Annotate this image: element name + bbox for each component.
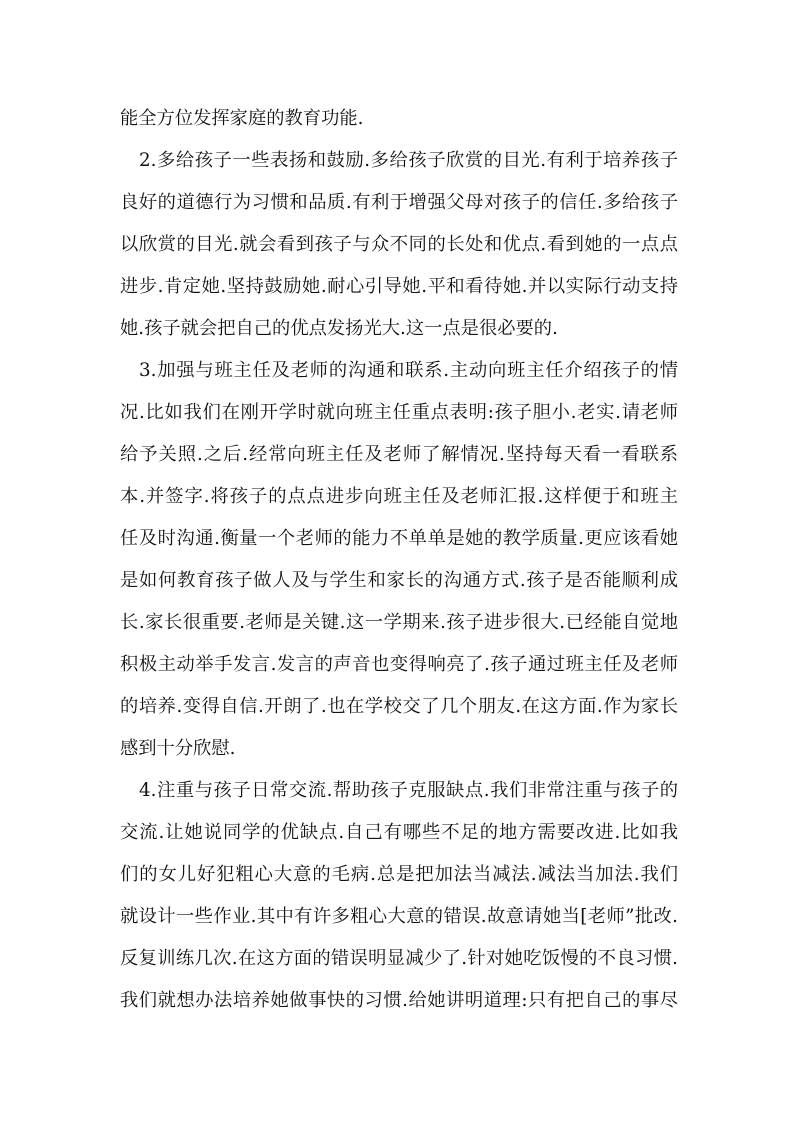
text-line: 反复训练几次.在这方面的错误明显减少了.针对她吃饭慢的不良习惯. xyxy=(120,948,678,969)
text-line: 我们就想办法培养她做事快的习惯.给她讲明道理:只有把自己的事尽 xyxy=(120,990,678,1011)
text-line: 本.并签字.将孩子的点点进步向班主任及老师汇报.这样便于和班主 xyxy=(120,486,678,507)
text-line: 积极主动举手发言.发言的声音也变得响亮了.孩子通过班主任及老师 xyxy=(120,654,678,675)
text-line: 她.孩子就会把自己的优点发扬光大.这一点是很必要的. xyxy=(120,318,558,339)
text-line: 以欣赏的目光.就会看到孩子与众不同的长处和优点.看到她的一点点 xyxy=(120,234,678,255)
text-line: 的培养.变得自信.开朗了.也在学校交了几个朋友.在这方面.作为家长 xyxy=(120,696,678,717)
text-line: 感到十分欣慰. xyxy=(120,738,236,759)
text-line: 进步.肯定她.坚持鼓励她.耐心引导她.平和看待她.并以实际行动支持 xyxy=(120,276,678,297)
text-line: 任及时沟通.衡量一个老师的能力不单单是她的教学质量.更应该看她 xyxy=(120,528,678,549)
text-line: 能全方位发挥家庭的教育功能. xyxy=(120,108,364,129)
text-line: 3.加强与班主任及老师的沟通和联系.主动向班主任介绍孩子的情 xyxy=(139,360,678,381)
text-line: 良好的道德行为习惯和品质.有利于增强父母对孩子的信任.多给孩子 xyxy=(120,192,678,213)
text-line: 就设计一些作业.其中有许多粗心大意的错误.故意请她当[老师”批改. xyxy=(120,906,678,927)
text-line: 4.注重与孩子日常交流.帮助孩子克服缺点.我们非常注重与孩子的 xyxy=(139,780,678,801)
text-line: 是如何教育孩子做人及与学生和家长的沟通方式.孩子是否能顺利成 xyxy=(120,570,678,591)
text-line: 们的女儿好犯粗心大意的毛病.总是把加法当减法.减法当加法.我们 xyxy=(120,864,678,885)
text-line: 况.比如我们在刚开学时就向班主任重点表明:孩子胆小.老实.请老师 xyxy=(120,402,678,423)
text-line: 长.家长很重要.老师是关键.这一学期来.孩子进步很大.已经能自觉地 xyxy=(120,612,678,633)
text-line: 给予关照.之后.经常向班主任及老师了解情况.坚持每天看一看联系 xyxy=(120,444,678,465)
text-line: 交流.让她说同学的优缺点.自己有哪些不足的地方需要改进.比如我 xyxy=(120,822,678,843)
text-line: 2.多给孩子一些表扬和鼓励.多给孩子欣赏的目光.有利于培养孩子 xyxy=(139,150,678,171)
